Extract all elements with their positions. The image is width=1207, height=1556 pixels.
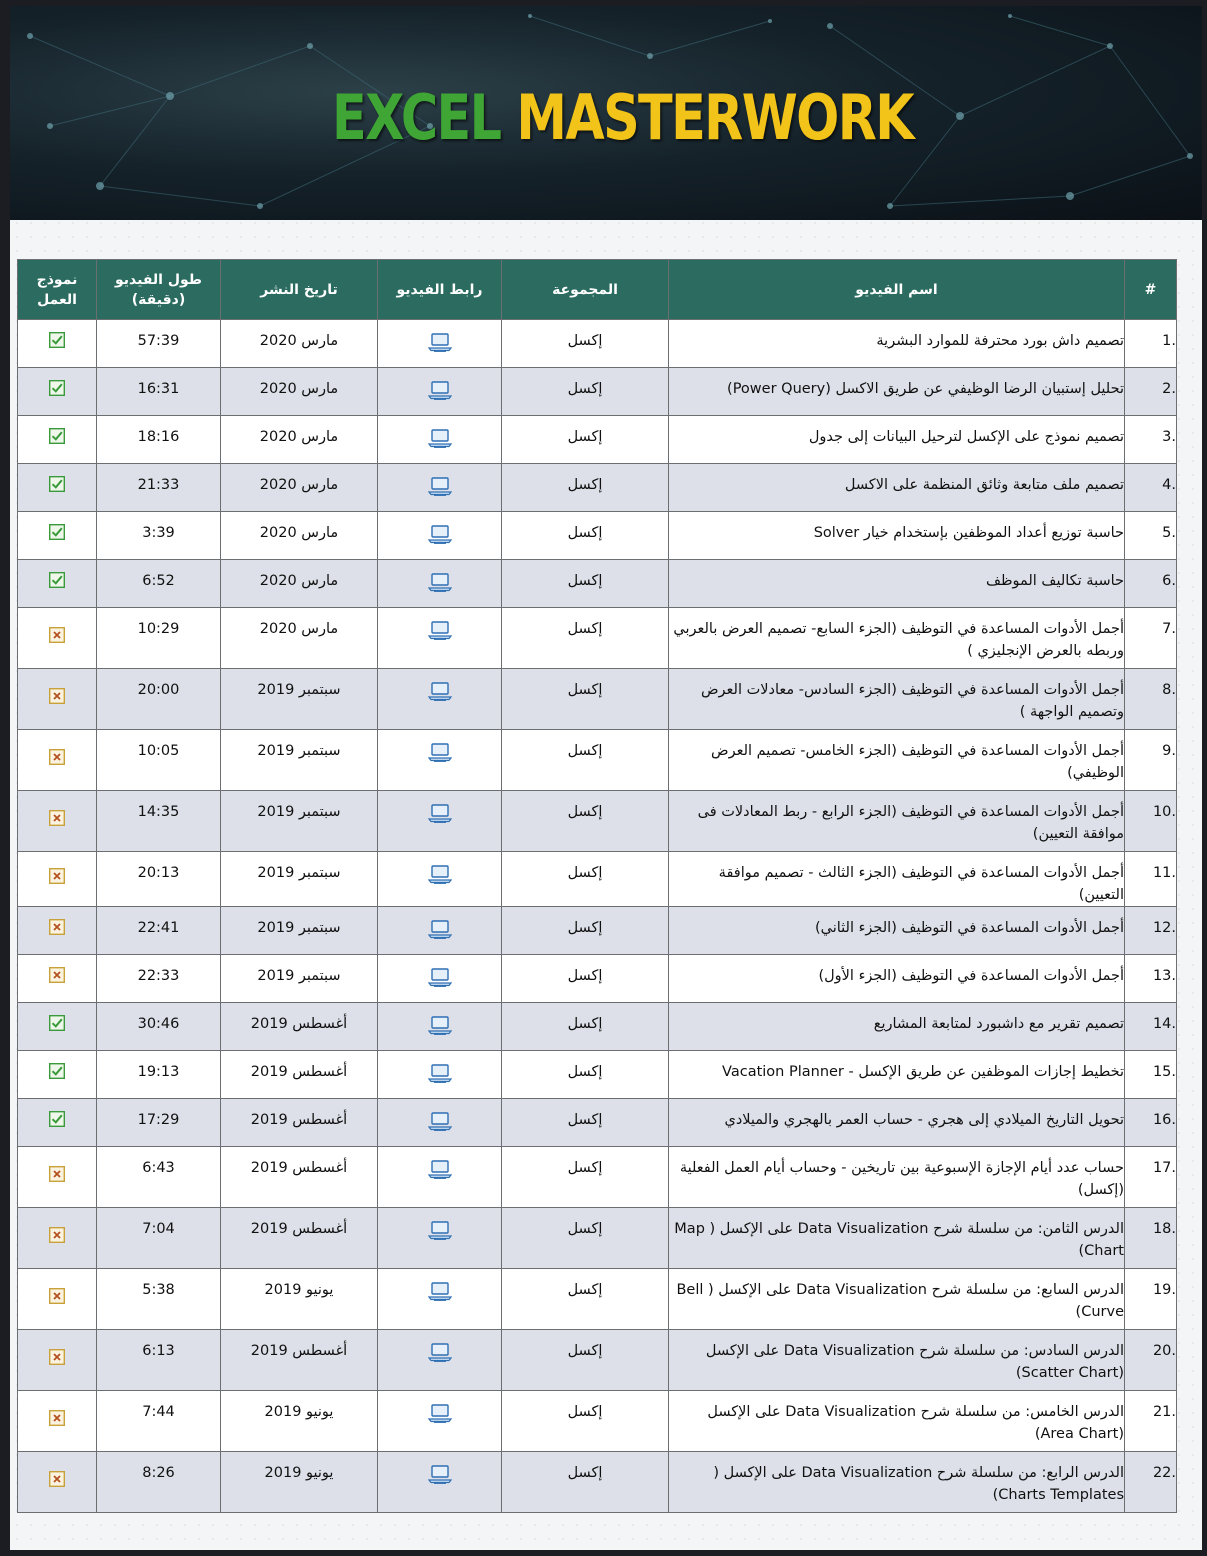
laptop-icon[interactable] (428, 1063, 452, 1083)
row-number: .2 (1125, 368, 1177, 416)
work-template-status (18, 1099, 97, 1147)
row-number: .1 (1125, 320, 1177, 368)
work-template-status (18, 1208, 97, 1269)
table-row (18, 1003, 1177, 1051)
row-number: .19 (1125, 1269, 1177, 1330)
checkbox-checked-icon (49, 1015, 65, 1031)
banner-title (332, 76, 913, 160)
laptop-icon[interactable] (428, 803, 452, 823)
work-template-status (18, 1391, 97, 1452)
publish-date: يونيو 2019 (221, 1391, 378, 1452)
publish-date: أغسطس 2019 (221, 1051, 378, 1099)
laptop-icon[interactable] (428, 919, 452, 939)
banner-title-masterwork: MASTERWORK (516, 81, 913, 154)
video-name: الدرس الرابع: من سلسلة شرح Data Visualization على الإكسل ( Charts Templates) (669, 1452, 1125, 1513)
video-length: 21:33 (97, 464, 221, 512)
table-row (18, 1099, 1177, 1147)
video-length: 16:31 (97, 368, 221, 416)
checkbox-checked-icon (49, 1063, 65, 1079)
work-template-status (18, 1330, 97, 1391)
video-group: إكسل (502, 907, 669, 955)
laptop-icon[interactable] (428, 1342, 452, 1362)
publish-date: مارس 2020 (221, 512, 378, 560)
publish-date: أغسطس 2019 (221, 1330, 378, 1391)
table-row (18, 955, 1177, 1003)
work-template-status (18, 730, 97, 791)
work-template-status (18, 368, 97, 416)
laptop-icon[interactable] (428, 332, 452, 352)
header-group: المجموعة (502, 260, 669, 320)
checkbox-checked-icon (49, 428, 65, 444)
video-length: 30:46 (97, 1003, 221, 1051)
video-link-cell (378, 1208, 502, 1269)
row-number: .10 (1125, 791, 1177, 852)
video-length: 6:13 (97, 1330, 221, 1391)
laptop-icon[interactable] (428, 1403, 452, 1423)
checkbox-cross-icon (49, 1166, 65, 1182)
video-link-cell (378, 1099, 502, 1147)
video-group: إكسل (502, 1099, 669, 1147)
publish-date: مارس 2020 (221, 368, 378, 416)
row-number: .3 (1125, 416, 1177, 464)
checkbox-checked-icon (49, 476, 65, 492)
header-publish-date: تاريخ النشر (221, 260, 378, 320)
video-length: 5:38 (97, 1269, 221, 1330)
publish-date: أغسطس 2019 (221, 1147, 378, 1208)
row-number: .20 (1125, 1330, 1177, 1391)
video-group: إكسل (502, 1051, 669, 1099)
video-group: إكسل (502, 512, 669, 560)
video-group: إكسل (502, 1452, 669, 1513)
row-number: .22 (1125, 1452, 1177, 1513)
publish-date: مارس 2020 (221, 320, 378, 368)
video-name: تصميم نموذج على الإكسل لترحيل البيانات إلى جدول (669, 416, 1125, 464)
video-length: 6:43 (97, 1147, 221, 1208)
checkbox-cross-icon (49, 1471, 65, 1487)
work-template-status (18, 320, 97, 368)
video-link-cell (378, 512, 502, 560)
row-number: .14 (1125, 1003, 1177, 1051)
row-number: .6 (1125, 560, 1177, 608)
laptop-icon[interactable] (428, 1281, 452, 1301)
work-template-status (18, 669, 97, 730)
video-name: أجمل الأدوات المساعدة في التوظيف (الجزء الثاني) (669, 907, 1125, 955)
video-name: أجمل الأدوات المساعدة في التوظيف (الجزء الخامس- تصميم العرض الوظيفي) (669, 730, 1125, 791)
work-template-status (18, 464, 97, 512)
video-group: إكسل (502, 368, 669, 416)
laptop-icon[interactable] (428, 1159, 452, 1179)
video-link-cell (378, 1452, 502, 1513)
video-length: 57:39 (97, 320, 221, 368)
video-name: تصميم ملف متابعة وثائق المنظمة على الاكسل (669, 464, 1125, 512)
table-row (18, 669, 1177, 730)
publish-date: سبتمبر 2019 (221, 791, 378, 852)
video-length: 8:26 (97, 1452, 221, 1513)
row-number: .11 (1125, 852, 1177, 907)
table-row (18, 416, 1177, 464)
publish-date: يونيو 2019 (221, 1269, 378, 1330)
video-group: إكسل (502, 416, 669, 464)
row-number: .18 (1125, 1208, 1177, 1269)
publish-date: مارس 2020 (221, 464, 378, 512)
table-row (18, 608, 1177, 669)
table-row (18, 1147, 1177, 1208)
work-template-status (18, 1452, 97, 1513)
row-number: .5 (1125, 512, 1177, 560)
row-number: .7 (1125, 608, 1177, 669)
video-group: إكسل (502, 852, 669, 907)
row-number: .9 (1125, 730, 1177, 791)
video-name: تحليل إستبيان الرضا الوظيفي عن طريق الاكسل (Power Query) (669, 368, 1125, 416)
video-group: إكسل (502, 730, 669, 791)
work-template-status (18, 955, 97, 1003)
video-group: إكسل (502, 791, 669, 852)
video-length: 17:29 (97, 1099, 221, 1147)
video-group: إكسل (502, 1269, 669, 1330)
table-row (18, 560, 1177, 608)
header-banner (10, 6, 1202, 220)
row-number: .13 (1125, 955, 1177, 1003)
header-video-link: رابط الفيديو (378, 260, 502, 320)
row-number: .8 (1125, 669, 1177, 730)
video-name: أجمل الأدوات المساعدة في التوظيف (الجزء الأول) (669, 955, 1125, 1003)
row-number: .16 (1125, 1099, 1177, 1147)
video-link-cell (378, 1003, 502, 1051)
video-length: 18:16 (97, 416, 221, 464)
work-template-status (18, 560, 97, 608)
laptop-icon[interactable] (428, 572, 452, 592)
video-name: أجمل الأدوات المساعدة في التوظيف (الجزء الثالث - تصميم موافقة التعيين) (669, 852, 1125, 907)
table-row (18, 1330, 1177, 1391)
table-row (18, 464, 1177, 512)
publish-date: سبتمبر 2019 (221, 955, 378, 1003)
checkbox-checked-icon (49, 332, 65, 348)
video-length: 20:00 (97, 669, 221, 730)
video-link-cell (378, 1051, 502, 1099)
video-name: تصميم تقرير مع داشبورد لمتابعة المشاريع (669, 1003, 1125, 1051)
video-link-cell (378, 1147, 502, 1208)
work-template-status (18, 1003, 97, 1051)
video-name: الدرس الثامن: من سلسلة شرح Data Visualization على الإكسل ( Map Chart) (669, 1208, 1125, 1269)
video-length: 19:13 (97, 1051, 221, 1099)
checkbox-cross-icon (49, 627, 65, 643)
table-row (18, 1452, 1177, 1513)
laptop-icon[interactable] (428, 380, 452, 400)
video-link-cell (378, 907, 502, 955)
row-number: .15 (1125, 1051, 1177, 1099)
video-group: إكسل (502, 1330, 669, 1391)
work-template-status (18, 1051, 97, 1099)
publish-date: مارس 2020 (221, 560, 378, 608)
video-length: 7:44 (97, 1391, 221, 1452)
checkbox-cross-icon (49, 1227, 65, 1243)
checkbox-cross-icon (49, 1410, 65, 1426)
video-link-cell (378, 1391, 502, 1452)
table-row (18, 791, 1177, 852)
table-row (18, 1269, 1177, 1330)
video-name: حاسبة تكاليف الموظف (669, 560, 1125, 608)
checkbox-cross-icon (49, 749, 65, 765)
header-video-length: طول الفيديو (دقيقة) (97, 260, 221, 320)
video-length: 6:52 (97, 560, 221, 608)
video-name: الدرس السادس: من سلسلة شرح Data Visualization على الإكسل (Scatter Chart) (669, 1330, 1125, 1391)
checkbox-checked-icon (49, 1111, 65, 1127)
table-row (18, 730, 1177, 791)
laptop-icon[interactable] (428, 742, 452, 762)
checkbox-checked-icon (49, 572, 65, 588)
publish-date: مارس 2020 (221, 608, 378, 669)
checkbox-cross-icon (49, 967, 65, 983)
publish-date: مارس 2020 (221, 416, 378, 464)
video-group: إكسل (502, 1391, 669, 1452)
table-row (18, 1391, 1177, 1452)
checkbox-cross-icon (49, 868, 65, 884)
work-template-status (18, 416, 97, 464)
table-header-row (18, 260, 1177, 320)
header-work-template: نموذج العمل (18, 260, 97, 320)
video-link-cell (378, 368, 502, 416)
work-template-status (18, 1269, 97, 1330)
table-row (18, 368, 1177, 416)
publish-date: سبتمبر 2019 (221, 669, 378, 730)
work-template-status (18, 907, 97, 955)
video-group: إكسل (502, 669, 669, 730)
table-row (18, 320, 1177, 368)
checkbox-cross-icon (49, 810, 65, 826)
publish-date: أغسطس 2019 (221, 1099, 378, 1147)
video-name: أجمل الأدوات المساعدة في التوظيف (الجزء السابع- تصميم العرض بالعربي وربطه بالعرض الإنجليزي ) (669, 608, 1125, 669)
laptop-icon[interactable] (428, 476, 452, 496)
publish-date: سبتمبر 2019 (221, 730, 378, 791)
work-template-status (18, 1147, 97, 1208)
video-length: 20:13 (97, 852, 221, 907)
header-num: # (1125, 260, 1177, 320)
row-number: .4 (1125, 464, 1177, 512)
checkbox-cross-icon (49, 1349, 65, 1365)
header-video-name: اسم الفيديو (669, 260, 1125, 320)
work-template-status (18, 791, 97, 852)
video-length: 10:05 (97, 730, 221, 791)
laptop-icon[interactable] (428, 1464, 452, 1484)
checkbox-cross-icon (49, 1288, 65, 1304)
laptop-icon[interactable] (428, 428, 452, 448)
row-number: .21 (1125, 1391, 1177, 1452)
video-link-cell (378, 1330, 502, 1391)
banner-title-excel: EXCEL (332, 81, 501, 154)
publish-date: سبتمبر 2019 (221, 907, 378, 955)
video-name: الدرس السابع: من سلسلة شرح Data Visualization على الإكسل ( Bell Curve) (669, 1269, 1125, 1330)
laptop-icon[interactable] (428, 681, 452, 701)
laptop-icon[interactable] (428, 967, 452, 987)
publish-date: يونيو 2019 (221, 1452, 378, 1513)
video-group: إكسل (502, 1147, 669, 1208)
video-length: 3:39 (97, 512, 221, 560)
laptop-icon[interactable] (428, 1220, 452, 1240)
video-link-cell (378, 320, 502, 368)
video-length: 22:41 (97, 907, 221, 955)
work-template-status (18, 608, 97, 669)
table-row (18, 1208, 1177, 1269)
laptop-icon[interactable] (428, 524, 452, 544)
table-row (18, 852, 1177, 907)
checkbox-cross-icon (49, 688, 65, 704)
video-name: تصميم داش بورد محترفة للموارد البشرية (669, 320, 1125, 368)
video-length: 22:33 (97, 955, 221, 1003)
publish-date: أغسطس 2019 (221, 1208, 378, 1269)
publish-date: أغسطس 2019 (221, 1003, 378, 1051)
video-name: الدرس الخامس: من سلسلة شرح Data Visualization على الإكسل (Area Chart) (669, 1391, 1125, 1452)
laptop-icon[interactable] (428, 864, 452, 884)
video-group: إكسل (502, 1003, 669, 1051)
video-group: إكسل (502, 955, 669, 1003)
video-group: إكسل (502, 608, 669, 669)
table-row (18, 512, 1177, 560)
checkbox-checked-icon (49, 380, 65, 396)
video-link-cell (378, 669, 502, 730)
video-name: حساب عدد أيام الإجازة الإسبوعية بين تاريخين - وحساب أيام العمل الفعلية (إكسل) (669, 1147, 1125, 1208)
video-name: تخطيط إجازات الموظفين عن طريق الإكسل - Vacation Planner (669, 1051, 1125, 1099)
video-link-cell (378, 608, 502, 669)
checkbox-checked-icon (49, 524, 65, 540)
video-name: حاسبة توزيع أعداد الموظفين بإستخدام خيار Solver (669, 512, 1125, 560)
video-group: إكسل (502, 1208, 669, 1269)
laptop-icon[interactable] (428, 1015, 452, 1035)
video-length: 10:29 (97, 608, 221, 669)
video-length: 7:04 (97, 1208, 221, 1269)
video-name: أجمل الأدوات المساعدة في التوظيف (الجزء السادس- معادلات العرض وتصميم الواجهة ) (669, 669, 1125, 730)
video-group: إكسل (502, 464, 669, 512)
video-group: إكسل (502, 320, 669, 368)
laptop-icon[interactable] (428, 620, 452, 640)
video-link-cell (378, 791, 502, 852)
video-table (17, 259, 1177, 1513)
video-link-cell (378, 852, 502, 907)
video-length: 14:35 (97, 791, 221, 852)
video-name: أجمل الأدوات المساعدة في التوظيف (الجزء الرابع - ربط المعادلات فى موافقة التعيين) (669, 791, 1125, 852)
video-link-cell (378, 560, 502, 608)
publish-date: سبتمبر 2019 (221, 852, 378, 907)
table-row (18, 1051, 1177, 1099)
video-link-cell (378, 1269, 502, 1330)
checkbox-cross-icon (49, 919, 65, 935)
video-group: إكسل (502, 560, 669, 608)
table-row (18, 907, 1177, 955)
laptop-icon[interactable] (428, 1111, 452, 1131)
work-template-status (18, 512, 97, 560)
row-number: .17 (1125, 1147, 1177, 1208)
work-template-status (18, 852, 97, 907)
video-link-cell (378, 730, 502, 791)
row-number: .12 (1125, 907, 1177, 955)
video-link-cell (378, 464, 502, 512)
video-name: تحويل التاريخ الميلادي إلى هجري - حساب العمر بالهجري والميلادي (669, 1099, 1125, 1147)
video-link-cell (378, 416, 502, 464)
video-link-cell (378, 955, 502, 1003)
